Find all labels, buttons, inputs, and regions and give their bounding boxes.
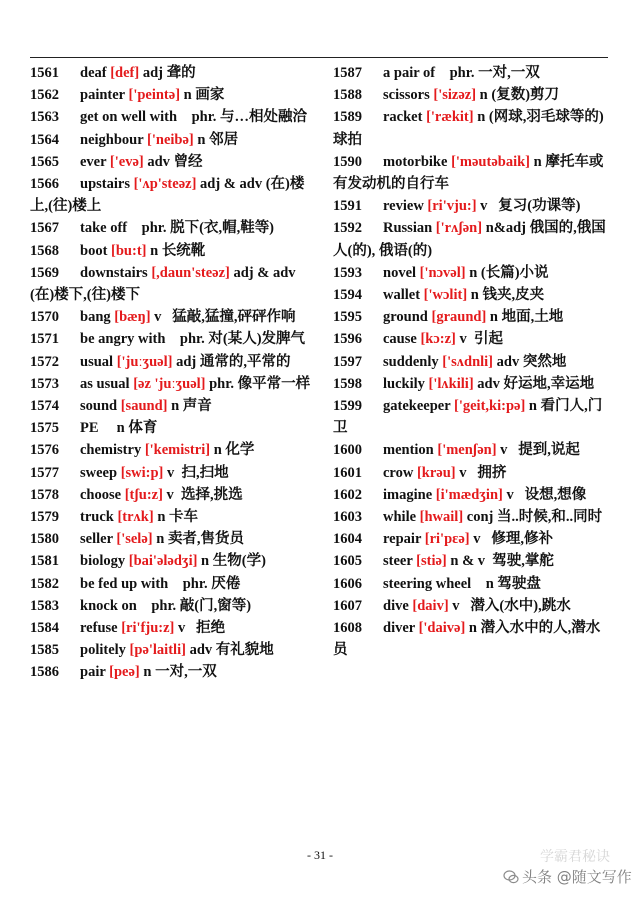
entry-number: 1603	[333, 509, 362, 526]
entry-word: seller	[80, 531, 113, 548]
entry-number: 1607	[333, 597, 362, 614]
entry-meaning: 驾驶,掌舵	[492, 553, 554, 570]
entry-phonetic: ['məutəbaik]	[451, 153, 530, 170]
entry-word: neighbour	[80, 131, 144, 148]
vocab-entry	[333, 351, 607, 373]
entry-meaning: 复习(功课等)	[498, 198, 581, 215]
entry-phonetic: [swi:p]	[120, 464, 164, 481]
vocab-entry	[30, 173, 314, 217]
entry-phonetic: [daiv]	[412, 597, 449, 614]
vocab-entry	[333, 373, 607, 395]
vocab-entry	[30, 573, 314, 595]
entry-phonetic: [hwail]	[419, 509, 464, 526]
vocab-entry	[30, 595, 314, 617]
entry-meaning: 体育	[128, 420, 158, 437]
entry-number: 1601	[333, 464, 362, 481]
entry-word: cause	[383, 331, 417, 348]
entry-word: repair	[383, 531, 422, 548]
entry-part-of-speech: adj	[139, 65, 167, 81]
entry-word: dive	[383, 597, 409, 614]
watermark-text: 头条 @随文写作	[522, 868, 632, 886]
vocab-entry	[30, 129, 314, 151]
vocab-entry	[333, 217, 607, 261]
vocab-entry	[333, 106, 607, 150]
entry-number: 1583	[30, 597, 59, 614]
entry-number: 1606	[333, 575, 362, 592]
entry-word: crow	[383, 464, 414, 481]
entry-part-of-speech: phr.	[127, 220, 171, 237]
entry-phonetic: [graund]	[431, 309, 487, 326]
entry-word: pair	[80, 664, 106, 681]
entry-number: 1570	[30, 309, 59, 326]
entry-part-of-speech: v	[502, 486, 525, 503]
entry-word: diver	[383, 620, 415, 637]
entry-part-of-speech: phr.	[435, 65, 479, 81]
entry-meaning: 俄国的,俄国人(的), 俄语(的)	[333, 220, 606, 259]
entry-word: deaf	[80, 65, 107, 81]
vocab-entry	[333, 151, 607, 195]
vocab-entry	[30, 240, 314, 262]
entry-number: 1594	[333, 287, 362, 304]
entry-number: 1577	[30, 464, 59, 481]
entry-number: 1591	[333, 198, 362, 215]
entry-part-of-speech: n	[465, 264, 481, 281]
entry-number: 1586	[30, 664, 59, 681]
entry-word: PE	[80, 420, 99, 437]
entry-part-of-speech: n	[476, 87, 492, 104]
entry-word: be angry with	[80, 331, 166, 348]
entry-phonetic: ['nɔvəl]	[419, 264, 466, 281]
entry-word: while	[383, 509, 417, 526]
entry-word: bang	[80, 309, 111, 326]
entry-part-of-speech: adv	[143, 153, 174, 170]
entry-number: 1599	[333, 398, 362, 415]
entry-part-of-speech: phr.	[165, 331, 209, 348]
entry-word: steering wheel	[383, 575, 472, 592]
entry-word: politely	[80, 642, 126, 659]
entry-word: refuse	[80, 620, 118, 637]
entry-number: 1561	[30, 65, 59, 81]
vocab-entry	[333, 573, 607, 595]
right-column	[333, 62, 607, 661]
vocab-entry	[333, 462, 607, 484]
entry-word: novel	[383, 264, 417, 281]
entry-part-of-speech: n	[152, 531, 168, 548]
vocab-entry	[333, 306, 607, 328]
entry-part-of-speech: n	[98, 420, 129, 437]
entry-word: gatekeeper	[383, 398, 451, 415]
vocab-entry	[333, 550, 607, 572]
entry-word: usual	[80, 353, 114, 370]
entry-meaning: 提到,说起	[518, 442, 580, 459]
entry-phonetic: [tʃu:z]	[124, 486, 163, 503]
entry-meaning: 邻居	[209, 131, 239, 148]
vocab-entry	[30, 373, 314, 395]
entry-word: upstairs	[80, 176, 130, 193]
entry-phonetic: ['rʌʃən]	[435, 220, 483, 237]
vocab-entry	[333, 484, 607, 506]
entry-part-of-speech: v	[496, 442, 519, 459]
entry-part-of-speech: v	[448, 597, 471, 614]
entry-number: 1604	[333, 531, 362, 548]
entry-meaning: 看门人,门卫	[333, 398, 603, 437]
entry-number: 1608	[333, 620, 362, 637]
vocab-entry	[30, 217, 314, 239]
entry-word: as usual	[80, 375, 130, 392]
entry-meaning: 敲(门,窗等)	[179, 597, 252, 614]
left-column	[30, 62, 314, 684]
vocab-entry	[30, 484, 314, 506]
entry-meaning: 通常的,平常的	[199, 353, 291, 370]
entry-word: take off	[80, 220, 128, 237]
entry-meaning: 地面,土地	[501, 309, 564, 326]
entry-phonetic: [,daun'steəz]	[151, 264, 230, 281]
vocab-entry	[333, 262, 607, 284]
vocab-entry	[333, 439, 607, 461]
entry-number: 1562	[30, 87, 59, 104]
entry-meaning: 脱下(衣,帽,鞋等)	[170, 220, 275, 237]
entry-part-of-speech: n	[180, 87, 196, 104]
entry-phonetic: ['menʃən]	[437, 442, 497, 459]
entry-phonetic: ['kemistri]	[144, 442, 211, 459]
entry-phonetic: [ri'fju:z]	[121, 620, 175, 637]
entry-part-of-speech: adv	[493, 353, 523, 370]
entry-number: 1588	[333, 87, 362, 104]
entry-number: 1589	[333, 109, 362, 126]
entry-number: 1578	[30, 486, 59, 503]
vocab-entry	[30, 528, 314, 550]
entry-word: biology	[80, 553, 126, 570]
entry-phonetic: ['peintə]	[128, 87, 181, 104]
vocab-entry	[333, 328, 607, 350]
vocab-entry	[30, 351, 314, 373]
entry-part-of-speech: n	[525, 398, 541, 415]
wechat-icon	[503, 869, 519, 885]
entry-number: 1567	[30, 220, 59, 237]
entry-meaning: 厌倦	[211, 575, 241, 592]
entry-number: 1572	[30, 353, 59, 370]
entry-meaning: 卖者,售货员	[167, 531, 245, 548]
vocab-entry	[30, 106, 314, 128]
entry-meaning: 生物(学)	[212, 553, 266, 570]
entry-meaning: 修理,修补	[491, 531, 553, 548]
entry-phonetic: ['evə]	[109, 153, 144, 170]
entry-part-of-speech: n	[486, 309, 502, 326]
entry-word: motorbike	[383, 153, 448, 170]
entry-number: 1596	[333, 331, 362, 348]
entry-number: 1565	[30, 153, 59, 170]
entry-part-of-speech: n	[530, 153, 546, 170]
entry-part-of-speech: n	[197, 553, 213, 570]
entry-phonetic: [bai'ələdʒi]	[128, 553, 198, 570]
entry-word: sound	[80, 398, 118, 415]
entry-meaning: 设想,想像	[524, 486, 587, 503]
entry-part-of-speech: n&adj	[482, 220, 530, 237]
entry-meaning: 驾驶盘	[497, 575, 541, 592]
entry-part-of-speech: phr.	[177, 109, 221, 126]
vocab-entry	[333, 84, 607, 106]
entry-part-of-speech: adj	[172, 353, 200, 370]
entry-meaning: 有礼貌地	[215, 642, 274, 659]
entry-word: luckily	[383, 375, 425, 392]
entry-word: scissors	[383, 87, 430, 104]
entry-part-of-speech: n	[473, 109, 489, 126]
vocab-entry	[30, 639, 314, 661]
entry-part-of-speech: v	[150, 309, 173, 326]
entry-meaning: 一对,一双	[155, 664, 217, 681]
entry-meaning: (长篇)小说	[480, 264, 549, 281]
vocab-entry	[30, 395, 314, 417]
entry-meaning: 曾经	[173, 153, 203, 170]
vocab-entry	[333, 528, 607, 550]
entry-number: 1595	[333, 309, 362, 326]
entry-word: racket	[383, 109, 423, 126]
entry-meaning: 突然地	[522, 353, 567, 370]
entry-phonetic: ['wɔlit]	[423, 287, 468, 304]
entry-meaning: 潜入(水中),跳水	[470, 597, 571, 614]
entry-part-of-speech: v	[163, 464, 182, 481]
entry-number: 1585	[30, 642, 59, 659]
entry-number: 1602	[333, 486, 362, 503]
entry-part-of-speech: n & v	[446, 553, 493, 570]
entry-meaning: 潜入水中的人,潜水员	[333, 620, 601, 659]
vocab-entry	[333, 506, 607, 528]
vocab-entry	[30, 262, 314, 306]
entry-number: 1590	[333, 153, 362, 170]
entry-phonetic: [peə]	[109, 664, 140, 681]
entry-number: 1568	[30, 242, 59, 259]
watermark-overlay: 学霸君秘诀	[540, 849, 610, 865]
entry-part-of-speech: v	[174, 620, 197, 637]
entry-meaning: 画家	[195, 87, 225, 104]
entry-part-of-speech: phr.	[205, 375, 238, 392]
entry-meaning: 对(某人)发脾气	[208, 331, 306, 348]
entry-phonetic: [bu:t]	[111, 242, 147, 259]
vocab-entry	[333, 195, 607, 217]
entry-number: 1605	[333, 553, 362, 570]
entry-part-of-speech: n	[146, 242, 162, 259]
entry-part-of-speech: v	[476, 198, 499, 215]
vocab-entry	[333, 395, 607, 439]
entry-phonetic: [stiə]	[416, 553, 447, 570]
entry-word: steer	[383, 553, 413, 570]
entry-word: a pair of	[383, 65, 436, 81]
vocab-entry	[333, 284, 607, 306]
entry-part-of-speech: n	[139, 664, 156, 681]
entry-phonetic: ['lʌkili]	[428, 375, 474, 392]
vocab-entry	[30, 306, 314, 328]
entry-part-of-speech: n	[467, 287, 483, 304]
entry-word: suddenly	[383, 353, 439, 370]
vocab-entry	[30, 661, 314, 683]
vocab-entry	[30, 84, 314, 106]
entry-number: 1580	[30, 531, 59, 548]
vocab-entry	[30, 550, 314, 572]
vocab-entry	[30, 417, 314, 439]
entry-word: ground	[383, 309, 428, 326]
entry-part-of-speech: v	[469, 531, 492, 548]
vocab-entry	[30, 328, 314, 350]
entry-meaning: (复数)剪刀	[491, 87, 560, 104]
entry-word: mention	[383, 442, 434, 459]
entry-word: knock on	[80, 597, 137, 614]
entry-number: 1587	[333, 65, 362, 81]
entry-meaning: 钱夹,皮夹	[482, 287, 545, 304]
entry-word: truck	[80, 509, 114, 526]
entry-phonetic: [saund]	[120, 398, 168, 415]
entry-phonetic: [kɔ:z]	[420, 331, 456, 348]
entry-word: choose	[80, 486, 122, 503]
entry-part-of-speech: n	[471, 575, 498, 592]
entry-number: 1597	[333, 353, 362, 370]
entry-phonetic: [əz 'juːʒuəl]	[133, 375, 206, 392]
entry-meaning: 拥挤	[477, 464, 507, 481]
vocab-entry	[30, 506, 314, 528]
entry-phonetic: ['rækit]	[426, 109, 474, 126]
vocab-entry	[333, 617, 607, 661]
vocab-entry	[30, 151, 314, 173]
entry-word: imagine	[383, 486, 433, 503]
entry-phonetic: ['sizəz]	[433, 87, 477, 104]
page-number: - 31 -	[307, 848, 333, 862]
entry-phonetic: [pə'laitli]	[129, 642, 186, 659]
entry-phonetic: ['sʌdnli]	[442, 353, 494, 370]
entry-part-of-speech: n	[153, 509, 170, 526]
entry-phonetic: ['selə]	[116, 531, 153, 548]
entry-meaning: 长统靴	[161, 242, 206, 259]
watermark	[503, 866, 632, 887]
entry-number: 1571	[30, 331, 59, 348]
entry-meaning: 选择,挑选	[181, 486, 243, 503]
entry-meaning: 卡车	[169, 509, 199, 526]
entry-number: 1574	[30, 398, 59, 415]
entry-meaning: 与…相处融洽	[220, 109, 308, 126]
entry-word: sweep	[80, 464, 118, 481]
entry-phonetic: [ri'pɛə]	[424, 531, 470, 548]
entry-meaning: 扫,扫地	[181, 464, 229, 481]
entry-part-of-speech: phr.	[168, 575, 212, 592]
entry-phonetic: [def]	[110, 65, 140, 81]
entry-meaning: (网球,羽毛球等的)球拍	[333, 109, 604, 148]
entry-part-of-speech: n	[210, 442, 226, 459]
vocab-entry	[30, 439, 314, 461]
entry-number: 1569	[30, 264, 59, 281]
entry-meaning: 一对,一双	[478, 65, 540, 81]
entry-part-of-speech: adj & adv	[229, 264, 300, 281]
entry-word: boot	[80, 242, 108, 259]
entry-meaning: (在)楼下,(往)楼下	[30, 287, 140, 304]
entry-part-of-speech: n	[167, 398, 183, 415]
entry-part-of-speech: v	[455, 464, 478, 481]
entry-phonetic: [krəu]	[416, 464, 456, 481]
entry-number: 1582	[30, 575, 59, 592]
vocab-entry	[30, 617, 314, 639]
entry-number: 1581	[30, 553, 59, 570]
entry-phonetic: ['neibə]	[147, 131, 194, 148]
entry-number: 1600	[333, 442, 362, 459]
entry-word: ever	[80, 153, 107, 170]
entry-part-of-speech: n	[465, 620, 481, 637]
entry-part-of-speech: n	[193, 131, 210, 148]
entry-number: 1598	[333, 375, 362, 392]
entry-number: 1593	[333, 264, 362, 281]
entry-phonetic: [bæŋ]	[114, 309, 151, 326]
top-rule	[30, 57, 608, 58]
entry-meaning: (在)楼上,(往)楼上	[30, 176, 305, 215]
entry-meaning: 像平常一样	[237, 375, 311, 392]
entry-meaning: 摩托车或有发动机的自行车	[333, 153, 604, 193]
entry-word: Russian	[383, 220, 433, 237]
vocab-entry	[30, 62, 314, 84]
entry-number: 1592	[333, 220, 362, 237]
entry-word: get on well with	[80, 109, 178, 126]
entry-part-of-speech: adv	[185, 642, 216, 659]
entry-word: chemistry	[80, 442, 142, 459]
entry-word: painter	[80, 87, 125, 104]
entry-meaning: 拒绝	[196, 620, 226, 637]
entry-meaning: 聋的	[166, 65, 196, 81]
vocab-entry	[30, 462, 314, 484]
vocab-entry	[333, 595, 607, 617]
entry-meaning: 声音	[182, 398, 212, 415]
entry-phonetic: [i'mædʒin]	[435, 486, 503, 503]
vocab-entry	[333, 62, 607, 84]
entry-part-of-speech: phr.	[136, 597, 180, 614]
entry-number: 1573	[30, 375, 59, 392]
entry-part-of-speech: v	[455, 331, 475, 348]
entry-number: 1563	[30, 109, 59, 126]
entry-phonetic: ['geit,ki:pə]	[454, 398, 526, 415]
entry-number: 1566	[30, 176, 59, 193]
entry-word: review	[383, 198, 424, 215]
entry-part-of-speech: adv	[473, 375, 504, 392]
entry-part-of-speech: adj & adv	[196, 176, 266, 193]
entry-meaning: 好运地,幸运地	[503, 375, 595, 392]
entry-number: 1564	[30, 131, 59, 148]
entry-number: 1579	[30, 509, 59, 526]
entry-meaning: 猛敲,猛撞,砰砰作响	[172, 309, 296, 326]
entry-phonetic: ['ʌp'steəz]	[133, 176, 197, 193]
entry-number: 1576	[30, 442, 59, 459]
entry-number: 1584	[30, 620, 59, 637]
entry-phonetic: [trʌk]	[117, 509, 154, 526]
entry-phonetic: ['daivə]	[418, 620, 466, 637]
entry-part-of-speech: v	[162, 486, 182, 503]
entry-meaning: 引起	[474, 331, 504, 348]
entry-phonetic: ['juːʒuəl]	[116, 353, 173, 370]
entry-meaning: 化学	[225, 442, 255, 459]
entry-number: 1575	[30, 420, 59, 437]
entry-part-of-speech: conj	[463, 509, 497, 526]
entry-word: wallet	[383, 287, 421, 304]
entry-word: downstairs	[80, 264, 148, 281]
entry-phonetic: [ri'vju:]	[427, 198, 477, 215]
entry-meaning: 当..时候,和..同时	[497, 509, 603, 526]
entry-word: be fed up with	[80, 575, 169, 592]
